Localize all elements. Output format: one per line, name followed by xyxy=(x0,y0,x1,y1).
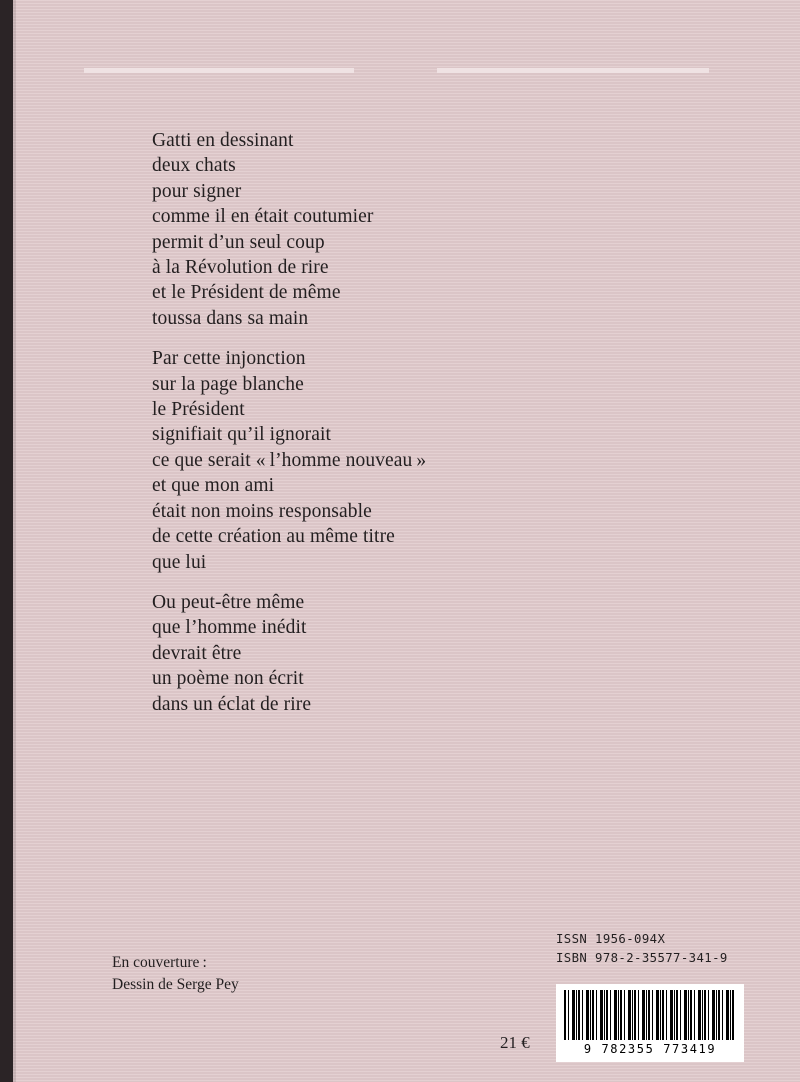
poem-line: dans un éclat de rire xyxy=(152,693,312,715)
poem-line: de cette création au même titre xyxy=(152,526,395,548)
poem-line: pour signer xyxy=(152,180,242,202)
poem-line: signifiait qu’il ignorait xyxy=(152,424,332,446)
poem-line: Gatti en dessinant xyxy=(152,130,294,151)
poem-line: Par cette injonction xyxy=(152,348,306,370)
cover-credit-value: Dessin de Serge Pey xyxy=(112,976,239,993)
poem-line: sur la page blanche xyxy=(152,373,304,395)
poem-line: était non moins responsable xyxy=(152,500,372,522)
poem-line: deux chats xyxy=(152,155,236,177)
barcode xyxy=(556,984,744,1062)
poem-line: Ou peut-être même xyxy=(152,591,305,613)
decorative-rule-right xyxy=(437,68,709,73)
poem-stanza xyxy=(152,128,672,331)
poem-line: ce que serait « l’homme nouveau » xyxy=(152,449,427,471)
cover-credit-label: En couverture : xyxy=(112,954,207,971)
poem-line: que lui xyxy=(152,551,207,573)
poem-line: que l’homme inédit xyxy=(152,617,307,639)
poem-line: comme il en était coutumier xyxy=(152,206,374,228)
cover-credit xyxy=(112,952,239,996)
poem-stanza xyxy=(152,346,672,575)
spine-shadow xyxy=(13,0,16,1082)
poem-line: permit d’un seul coup xyxy=(152,231,325,253)
poem-line: et le Président de même xyxy=(152,282,341,304)
poem-line: un poème non écrit xyxy=(152,668,304,690)
barcode-bars xyxy=(564,990,736,1040)
isbn-text: ISBN 978-2-35577-341-9 xyxy=(556,951,728,965)
poem-line: toussa dans sa main xyxy=(152,307,309,329)
poem-line: à la Révolution de rire xyxy=(152,257,329,279)
issn-text: ISSN 1956-094X xyxy=(556,932,666,946)
price-text: 21 € xyxy=(500,1033,530,1052)
poem-stanza xyxy=(152,590,672,717)
poem-line: devrait être xyxy=(152,642,242,664)
spine-edge xyxy=(0,0,13,1082)
decorative-rule-left xyxy=(84,68,354,73)
barcode-number: 9 782355 773419 xyxy=(583,1042,717,1056)
identifier-block xyxy=(556,930,728,968)
poem-text xyxy=(152,128,672,732)
poem-line: et que mon ami xyxy=(152,475,275,497)
poem-line: le Président xyxy=(152,399,245,421)
